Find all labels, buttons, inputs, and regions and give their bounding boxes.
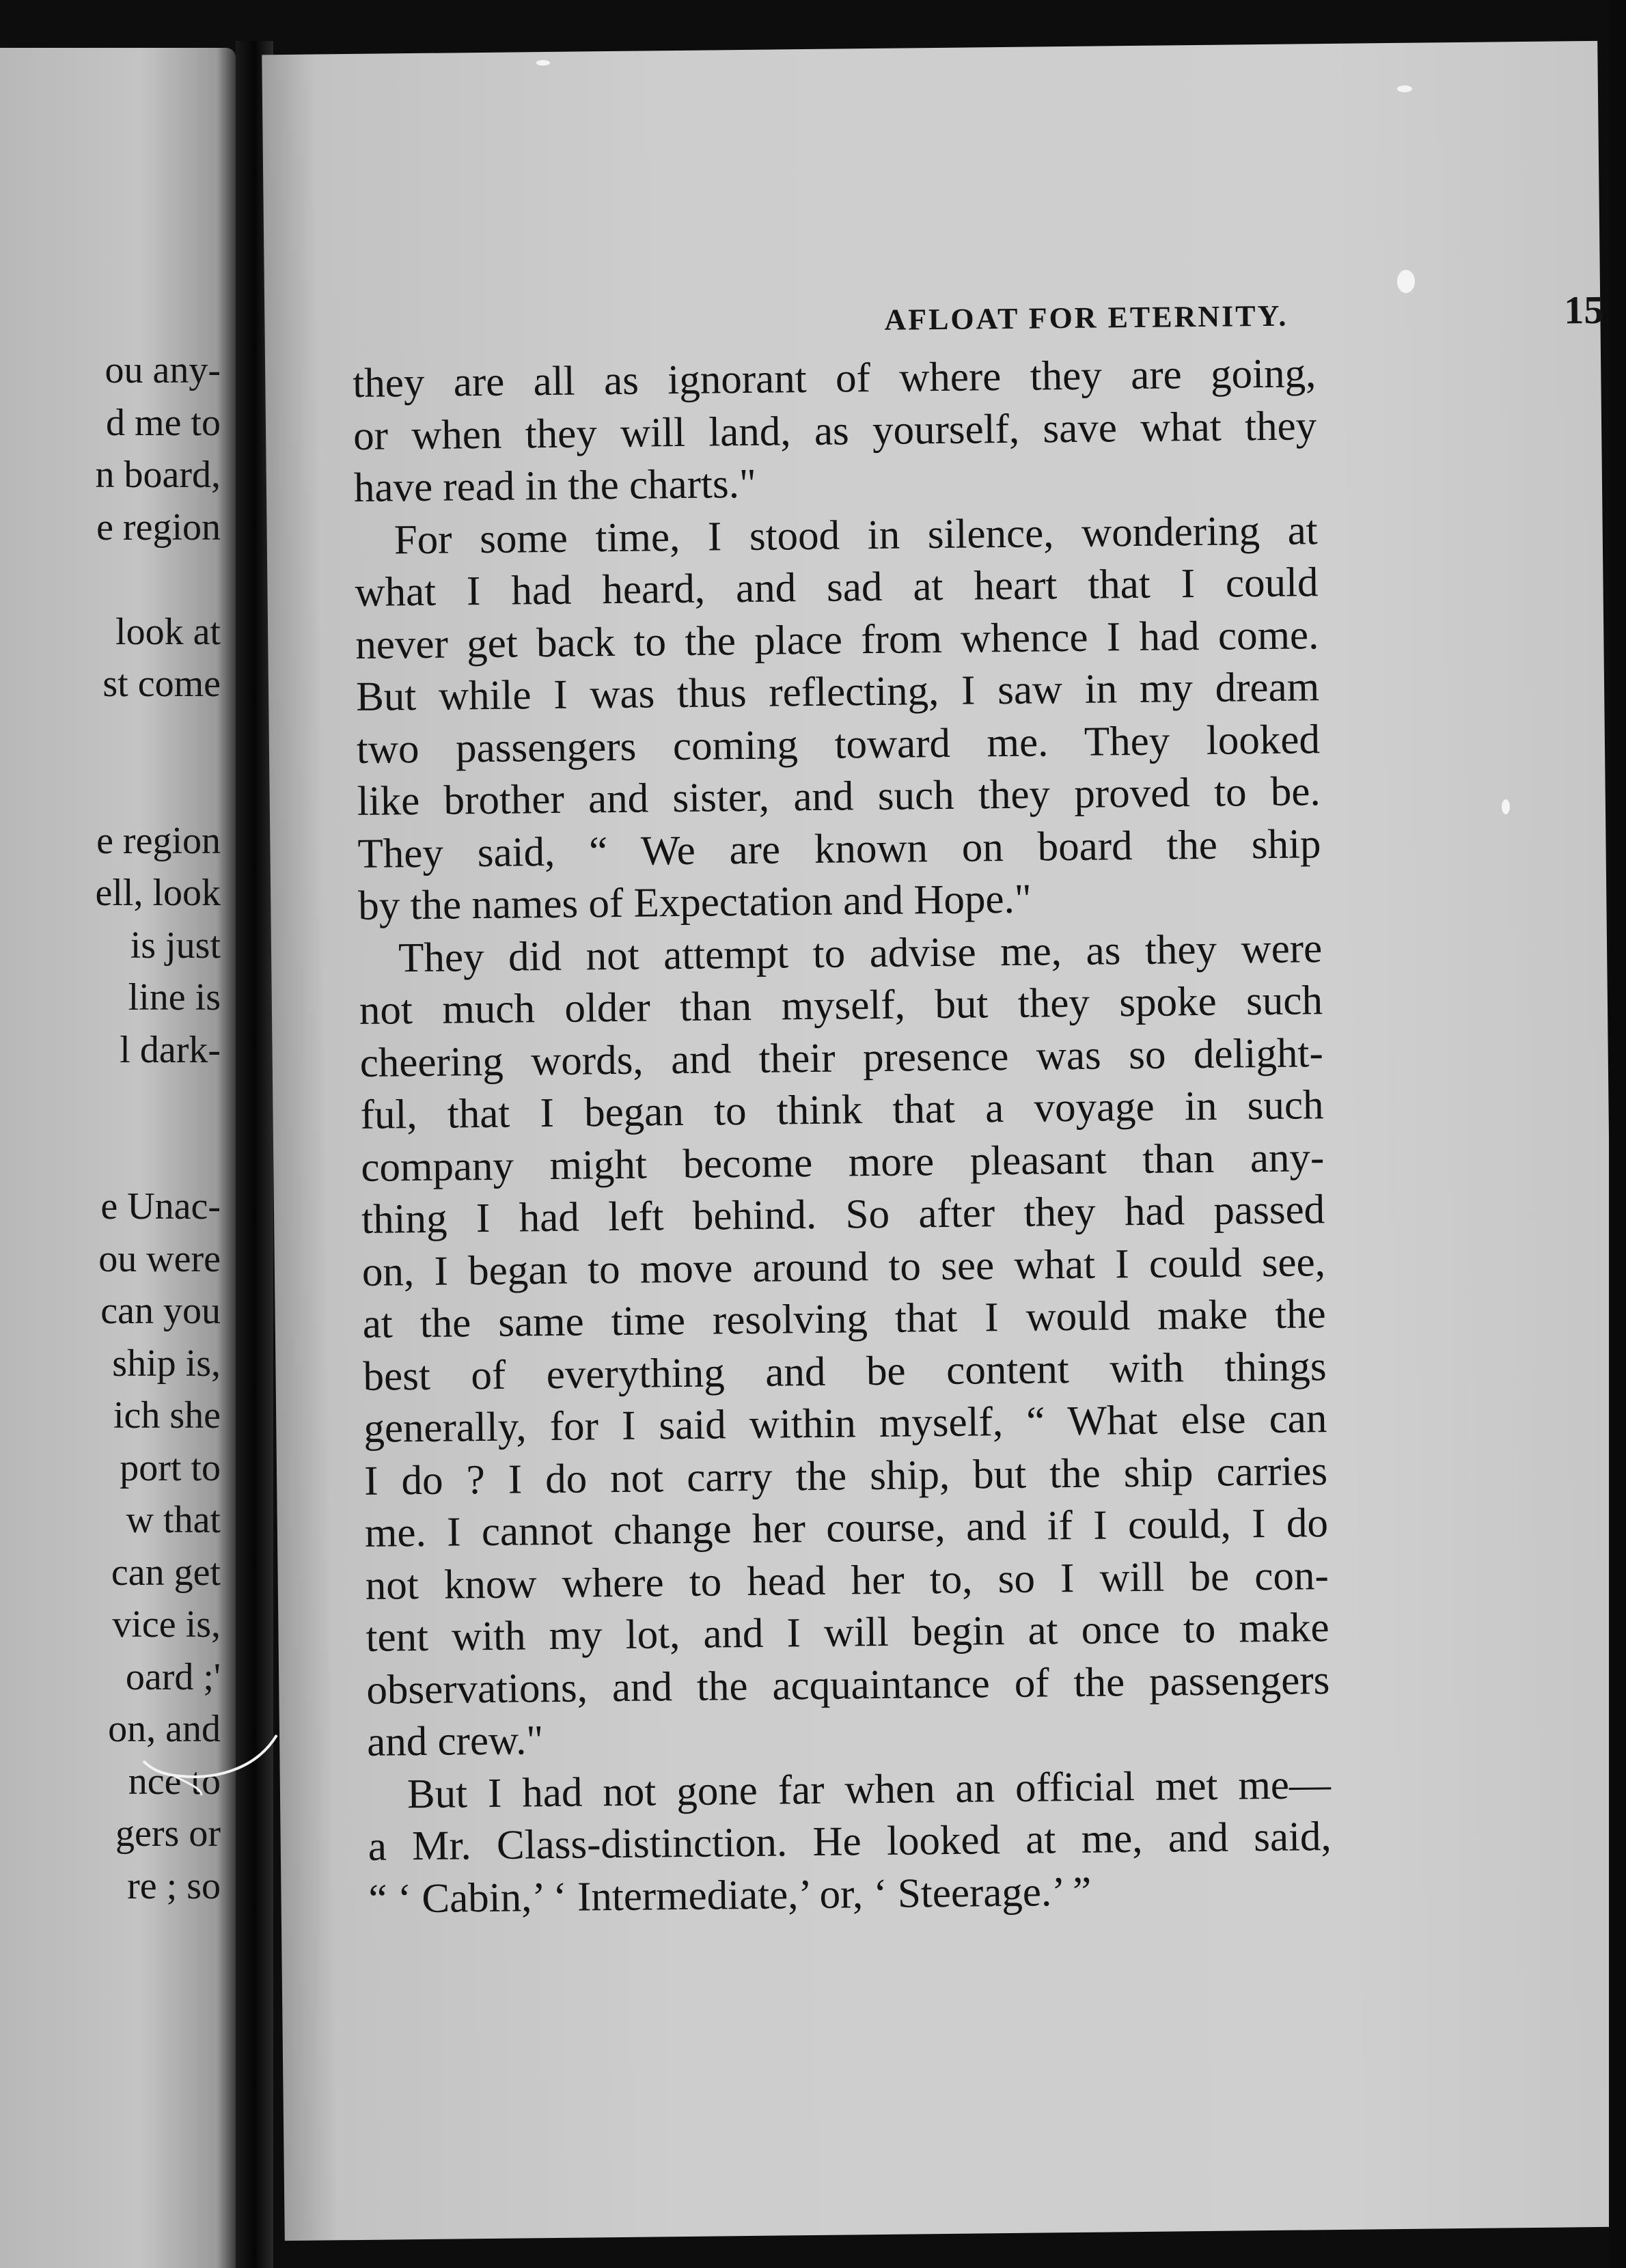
text-line: cheering words, and their presence was so delight- [359, 1029, 1324, 1086]
text-line: like brother and sister, and such they proved to be. [357, 769, 1321, 825]
facing-page-line: can get [111, 1551, 221, 1594]
scan-speck [1397, 85, 1412, 92]
facing-page-line: port to [120, 1446, 221, 1489]
page-body [353, 348, 1332, 1926]
facing-page-line: nce to [128, 1760, 221, 1803]
facing-page-line: ship is, [112, 1342, 221, 1385]
facing-page-line: n board, [95, 454, 221, 496]
text-line: They said, “ We are known on board the ship [357, 820, 1321, 877]
facing-page-line: e Unac- [100, 1185, 221, 1228]
facing-page [0, 48, 236, 2268]
facing-page-line: re ; so [127, 1864, 221, 1907]
text-line: never get back to the place from whence I had come. [355, 611, 1319, 668]
text-line: For some time, I stood in silence, wondering at [394, 507, 1319, 563]
text-line: on, I began to move around to see what I could see, [361, 1239, 1326, 1295]
text-line: what I had heard, and sad at heart that I could [355, 559, 1319, 616]
text-line: a Mr. Class-distinction. He looked at me, and said, [368, 1814, 1332, 1870]
scan-speck [1502, 799, 1510, 814]
facing-page-line: ou were [98, 1237, 221, 1280]
text-line: thing I had left behind. So after they had passed [361, 1187, 1325, 1243]
text-line: and crew." [366, 1717, 544, 1765]
scan-speck [1397, 270, 1415, 293]
facing-page-line: l dark- [120, 1028, 221, 1071]
facing-page-line: e region [96, 819, 221, 862]
scan-speck [536, 60, 550, 66]
pencil-mark [133, 1728, 284, 1797]
facing-page-line: d me to [106, 401, 221, 444]
facing-page-line: on, and [108, 1708, 221, 1750]
text-line: company might become more pleasant than any- [361, 1134, 1325, 1191]
facing-page-line: st come [102, 663, 221, 705]
text-line: I do ? I do not carry the ship, but the ship carries [363, 1448, 1328, 1504]
scan-border [1609, 0, 1626, 2268]
text-line: tent with my lot, and I will begin at once to make [366, 1605, 1329, 1661]
text-line: me. I cannot change her course, and if I could, I do [364, 1500, 1329, 1556]
running-head: AFLOAT FOR ETERNITY. [884, 299, 1289, 337]
facing-page-line: gers or [115, 1812, 221, 1855]
text-line: not know where to head her to, so I will be con- [365, 1552, 1329, 1609]
facing-page-line: ell, look [95, 872, 221, 914]
facing-page-line: ich she [113, 1394, 221, 1437]
text-line: not much older than myself, but they spoke such [359, 978, 1323, 1034]
facing-page-line: can you [100, 1290, 221, 1332]
text-line: best of everything and be content with things [363, 1343, 1327, 1400]
text-line: observations, and the acquaintance of the passengers [366, 1657, 1330, 1713]
page-header [606, 287, 1604, 337]
text-line: or when they will land, as yourself, save what they [353, 402, 1317, 459]
facing-page-line: w that [126, 1499, 221, 1541]
text-line: at the same time resolving that I would make the [362, 1291, 1327, 1347]
text-line: they are all as ignorant of where they are going, [352, 350, 1317, 406]
text-line: “ ‘ Cabin,’ ‘ Intermediate,’ or, ‘ Steerage.’ ” [368, 1868, 1092, 1922]
text-line: two passengers coming toward me. They looked [356, 716, 1321, 773]
facing-page-line: look at [115, 610, 221, 653]
text-line: have read in the charts." [353, 460, 757, 511]
text-line: They did not attempt to advise me, as they were [398, 925, 1323, 981]
text-line: But I had not gone far when an official met me— [406, 1761, 1332, 1817]
text-line: ful, that I began to think that a voyage in such [360, 1082, 1324, 1138]
text-line: But while I was thus reflecting, I saw in my dream [355, 664, 1320, 720]
facing-page-line: oard ;' [125, 1655, 221, 1698]
facing-page-line: ou any- [105, 349, 221, 391]
facing-page-line: line is [128, 976, 221, 1019]
facing-page-line: is just [130, 924, 221, 967]
text-line: by the names of Expectation and Hope." [358, 876, 1032, 929]
facing-page-line: e region [96, 506, 221, 549]
facing-page-line: vice is, [112, 1603, 221, 1646]
text-line: generally, for I said within myself, “ What else can [363, 1396, 1327, 1452]
page-15 [262, 41, 1620, 2241]
page-number: 15 [1563, 287, 1604, 333]
